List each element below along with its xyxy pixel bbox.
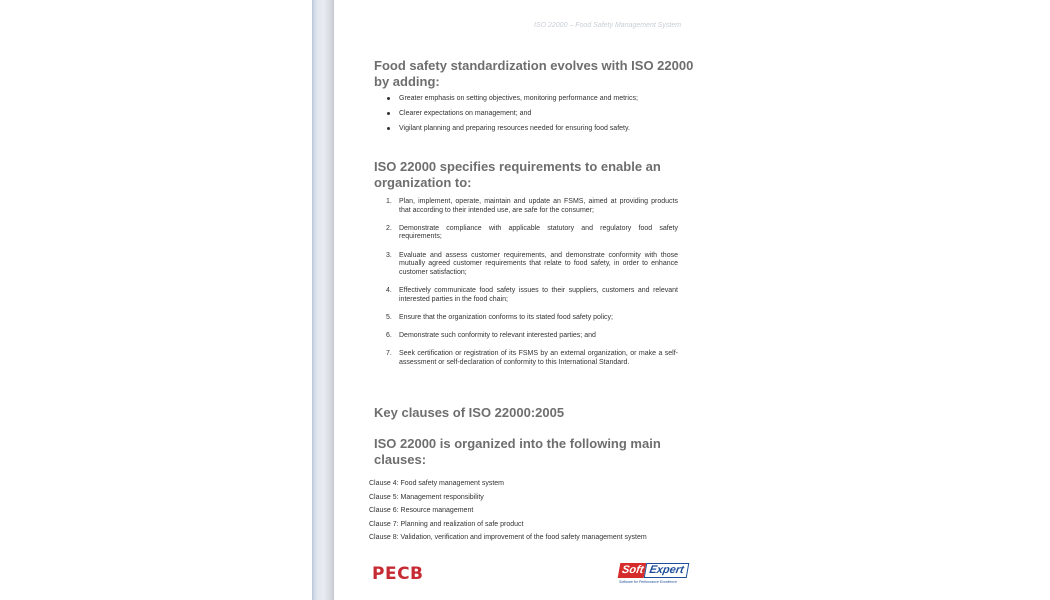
requirements-list <box>386 198 678 377</box>
section-heading-requirements: ISO 22000 specifies requirements to enable an organization to: <box>374 159 661 190</box>
document-edge-strip <box>312 0 334 600</box>
clause-item: Clause 4: Food safety management system <box>369 480 505 487</box>
item-number: 7. <box>386 350 392 358</box>
item-number: 3. <box>386 251 392 259</box>
document-page[interactable] <box>334 0 724 600</box>
clause-item: Clause 7: Planning and realization of safe product <box>369 520 524 528</box>
requirement-item <box>386 225 678 242</box>
requirement-item <box>386 314 678 323</box>
item-number: 1. <box>386 198 392 205</box>
item-text: Demonstrate such conformity to relevant interested parties; and <box>399 331 596 339</box>
item-number: 2. <box>386 224 392 232</box>
requirement-item <box>386 350 678 367</box>
requirement-item <box>386 198 678 215</box>
clause-item: Clause 6: Resource management <box>369 507 474 514</box>
softexpert-soft: Soft <box>618 563 647 578</box>
item-text: Evaluate and assess customer requirements, and demonstrate conformity with those mutually agreed customer requirements that relate to food safety, in order to enhance customer satisfaction; <box>399 251 678 276</box>
clause-item: Clause 8: Validation, verification and improvement of the food safety management system <box>369 534 647 541</box>
softexpert-wordmark <box>618 563 689 578</box>
running-header: ISO 22000 – Food Safety Management System <box>534 22 682 29</box>
bullet-list <box>386 94 686 139</box>
clause-list <box>369 479 709 547</box>
item-text: Effectively communicate food safety issues to their suppliers, customers and relevant interested parties in the food chain; <box>399 286 678 303</box>
bullet-item: Clearer expectations on management; and <box>386 109 686 118</box>
item-number: 4. <box>386 286 392 294</box>
item-text: Ensure that the organization conforms to its stated food safety policy; <box>399 313 614 321</box>
softexpert-tagline: Software for Performance Excellence <box>619 580 677 584</box>
section-heading-organized: ISO 22000 is organized into the following main clauses: <box>374 436 661 467</box>
softexpert-logo <box>619 563 701 589</box>
softexpert-expert: Expert <box>644 563 689 578</box>
bullet-item: Vigilant planning and preparing resources needed for ensuring food safety. <box>386 124 686 133</box>
item-number: 5. <box>386 313 392 321</box>
section-heading-evolves: Food safety standardization evolves with ISO 22000 by adding: <box>374 58 694 89</box>
item-text: Demonstrate compliance with applicable statutory and regulatory food safety requirements; <box>399 224 678 241</box>
requirement-item <box>386 332 678 341</box>
section-heading-key-clauses: Key clauses of ISO 22000:2005 <box>374 405 565 420</box>
item-number: 6. <box>386 331 392 339</box>
bullet-item: Greater emphasis on setting objectives, monitoring performance and metrics; <box>386 94 686 103</box>
item-text: Seek certification or registration of its FSMS by an external organization, or make a self-assessment or self-declaration of conformity to this International Standard. <box>399 350 678 366</box>
pecb-logo: PECB <box>372 564 424 584</box>
item-text: Plan, implement, operate, maintain and update an FSMS, aimed at providing products that according to their intended use, are safe for the consumer; <box>399 198 678 214</box>
requirement-item <box>386 287 678 304</box>
clause-item: Clause 5: Management responsibility <box>369 493 484 501</box>
requirement-item <box>386 252 678 278</box>
